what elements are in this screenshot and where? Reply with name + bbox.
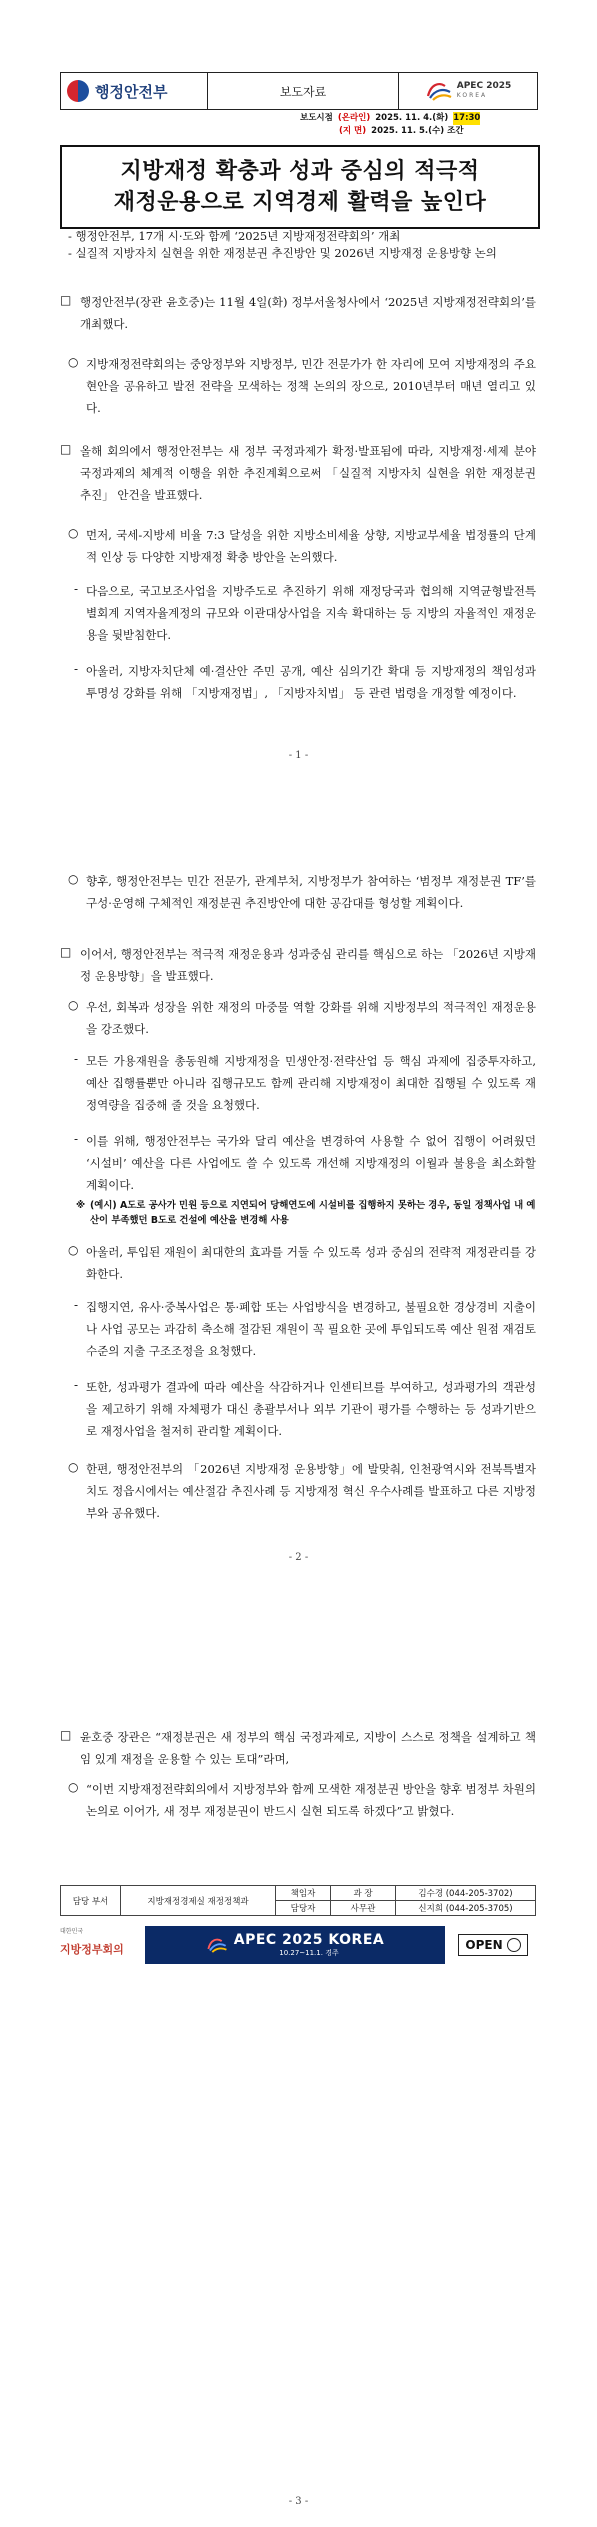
taegeuk-icon (67, 80, 89, 102)
circle-bullet: ○ (68, 1460, 79, 1474)
box-bullet: □ (60, 945, 72, 959)
contact-role: 책임자 (276, 1886, 331, 1901)
page-number-1: - 1 - (288, 750, 309, 761)
paragraph-1a: 지방재정전략회의는 중앙정부와 지방정부, 민간 전문가가 한 자리에 모여 지방재정의 주요 현안을 공유하고 발전 전략을 모색하는 정책 논의의 장으로, 2010년부터 매년 열리고 있다. (86, 357, 536, 415)
paragraph-4e: 집행지연, 유사·중복사업은 통·폐합 또는 사업방식을 변경하고, 불필요한 경상경비 지출이나 사업 공모는 과감히 축소해 절감된 재원이 꼭 필요한 곳에 투입되도록 예산 원점 재검토 수준의 지출 구조조정을 요청했다. (86, 1300, 536, 1358)
circle-bullet: ○ (68, 998, 79, 1012)
apec-banner-title: APEC 2025 KOREA (233, 1932, 385, 1948)
circle-bullet: ○ (68, 526, 79, 540)
doc-type: 보도자료 (207, 73, 399, 109)
contact-role: 담당자 (276, 1901, 331, 1916)
headline-line-1: 지방재정 확충과 성과 중심의 적극적 (120, 159, 480, 184)
contact-person: 신지희 (044-205-3705) (396, 1901, 536, 1916)
page-number-3: - 3 - (288, 2496, 309, 2507)
ministry-logo (61, 80, 207, 102)
contact-person: 김수경 (044-205-3702) (396, 1886, 536, 1901)
headline-line-2: 재정운용으로 지역경제 활력을 높인다 (113, 190, 487, 215)
paragraph-5: 윤호중 장관은 “재정분권은 새 정부의 핵심 국정과제로, 지방이 스스로 정책을 설계하고 책임 있게 재정을 운용할 수 있는 토대”라며, (80, 1730, 536, 1766)
dash-bullet: - (74, 582, 79, 596)
paper-time: 2025. 11. 5.(수) 조간 (371, 126, 464, 136)
paragraph-4g: 한편, 행정안전부의 「2026년 지방재정 운용방향」에 발맞춰, 인천광역시와 전북특별자치도 정읍시에서는 예산절감 추진사례 등 지방재정 혁신 우수사례를 발표하고 다른 지방정부와 공유했다. (86, 1462, 536, 1520)
paragraph-2b: 다음으로, 국고보조사업을 지방주도로 추진하기 위해 재정당국과 협의해 지역균형발전특별회계 지역자율계정의 규모와 이관대상사업을 지속 확대하는 등 지방의 자율적인 재정운용을 뒷받침한다. (86, 584, 536, 642)
paper-tag: (지 면) (339, 126, 367, 136)
circle-bullet: ○ (68, 355, 79, 369)
page-number-2: - 2 - (288, 1552, 309, 1563)
online-time: 2025. 11. 4.(화) (375, 113, 449, 123)
note-mark: ※ (76, 1200, 86, 1211)
subtitle-1: - 행정안전부, 17개 시·도와 함께 ‘2025년 지방재정전략회의’ 개최 (68, 229, 401, 243)
dept-name: 지방재정경제실 재정정책과 (121, 1886, 276, 1916)
apec-emblem-icon (425, 80, 453, 102)
paragraph-2a: 먼저, 국세-지방세 비율 7:3 달성을 위한 지방소비세율 상향, 지방교부세율 법정률의 단계적 인상 등 다양한 지방재정 확충 방안을 논의했다. (86, 528, 536, 564)
embargo-info (300, 112, 480, 138)
apec-banner-sub: 10.27~11.1. 경주 (279, 1949, 339, 1957)
paragraph-2: 올해 회의에서 행정안전부는 새 정부 국정과제가 확정·발표됨에 따라, 지방재정·세제 분야 국정과제의 체계적 이행을 위한 추진계획으로써 「실질적 지방자치 실현을 위한 재정분권 추진」 안건을 발표했다. (80, 444, 536, 502)
headline-box (60, 145, 540, 229)
paragraph-4f: 또한, 성과평가 결과에 따라 예산을 삭감하거나 인센티브를 부여하고, 성과평가의 객관성을 제고하기 위해 자체평가 대신 총괄부서나 외부 기관이 평가를 수행하는 등 성과기반으로 재정사업을 철저히 관리할 계획이다. (86, 1380, 536, 1438)
dash-bullet: - (74, 1378, 79, 1392)
box-bullet: □ (60, 1728, 72, 1742)
subtitle-2: - 실질적 지방자치 실현을 위한 재정분권 추진방안 및 2026년 지방재정 운용방향 논의 (68, 246, 497, 260)
circle-bullet: ○ (68, 872, 79, 886)
open-label: OPEN (465, 1938, 503, 1952)
circle-bullet: ○ (68, 1780, 79, 1794)
dash-bullet: - (74, 1052, 79, 1066)
apec-logo (399, 80, 537, 102)
paragraph-3: 향후, 행정안전부는 민간 전문가, 관계부처, 지방정부가 참여하는 ‘범정부 재정분권 TF’를 구성·운영해 구체적인 재정분권 추진방안에 대한 공감대를 형성할 계획이다. (86, 874, 536, 910)
paragraph-4a: 우선, 회복과 성장을 위한 재정의 마중물 역할 강화를 위해 지방정부의 적극적인 재정운용을 강조했다. (86, 1000, 536, 1036)
cc-icon (507, 1938, 521, 1952)
box-bullet: □ (60, 293, 72, 307)
subtitle-list (68, 228, 538, 262)
paragraph-1: 행정안전부(장관 윤호중)는 11월 4일(화) 정부서울청사에서 ‘2025년 지방재정전략회의’를 개최했다. (80, 295, 536, 331)
local-gov-name: 지방정부회의 (60, 1943, 124, 1956)
open-license-badge (450, 1926, 536, 1964)
paragraph-4d: 아울러, 투입된 재원이 최대한의 효과를 거둘 수 있도록 성과 중심의 전략적 재정관리를 강화한다. (86, 1245, 536, 1281)
embargo-label: 보도시점 (300, 113, 333, 123)
online-tag: (온라인) (337, 113, 371, 123)
paragraph-4c: 이를 위해, 행정안전부는 국가와 달리 예산을 변경하여 사용할 수 없어 집행이 어려웠던 ‘시설비’ 예산을 다른 사업에도 쓸 수 있도록 개선해 지방재정의 이월과 불용을 최소화할 계획이다. (86, 1134, 536, 1192)
paragraph-2c: 아울러, 지방자치단체 예·결산안 주민 공개, 예산 심의기간 확대 등 지방재정의 책임성과 투명성 강화를 위해 「지방재정법」, 「지방자치법」 등 관련 법령을 개정할 예정이다. (86, 664, 536, 700)
dash-bullet: - (74, 1132, 79, 1146)
apec-emblem-icon (206, 1936, 228, 1954)
example-note: (예시) A도로 공사가 민원 등으로 지연되어 당해연도에 시설비를 집행하지 못하는 경우, 동일 정책사업 내 예산이 부족했던 B도로 건설에 예산을 변경해 사용 (90, 1200, 536, 1226)
box-bullet: □ (60, 442, 72, 456)
press-header (60, 72, 538, 110)
dept-label: 담당 부서 (61, 1886, 121, 1916)
ministry-name: 행정안전부 (95, 82, 168, 101)
contact-title: 과 장 (331, 1886, 396, 1901)
circle-bullet: ○ (68, 1243, 79, 1257)
contact-title: 사무관 (331, 1901, 396, 1916)
apec-banner (145, 1926, 445, 1964)
apec-sub: KOREA (456, 92, 488, 99)
local-gov-small: 대한민국 (60, 1928, 84, 1935)
apec-title: APEC 2025 (456, 81, 512, 91)
paragraph-5a: “이번 지방재정전략회의에서 지방정부와 함께 모색한 재정분권 방안을 향후 범정부 차원의 논의로 이어가, 새 정부 재정분권이 반드시 실현 되도록 하겠다”고 밝혔다. (86, 1782, 536, 1818)
paragraph-4b: 모든 가용재원을 총동원해 지방재정을 민생안정·전략산업 등 핵심 과제에 집중투자하고, 예산 집행률뿐만 아니라 집행규모도 함께 관리해 지방재정이 최대한 집행될 수 있도록 재정역량을 집중해 줄 것을 요청했다. (86, 1054, 536, 1112)
paragraph-4: 이어서, 행정안전부는 적극적 재정운용과 성과중심 관리를 핵심으로 하는 「2026년 지방재정 운용방향」을 발표했다. (80, 947, 536, 983)
local-gov-logo (60, 1926, 140, 1964)
dash-bullet: - (74, 662, 79, 676)
online-hour: 17:30 (453, 113, 481, 123)
dash-bullet: - (74, 1298, 79, 1312)
contact-table (60, 1885, 536, 1916)
